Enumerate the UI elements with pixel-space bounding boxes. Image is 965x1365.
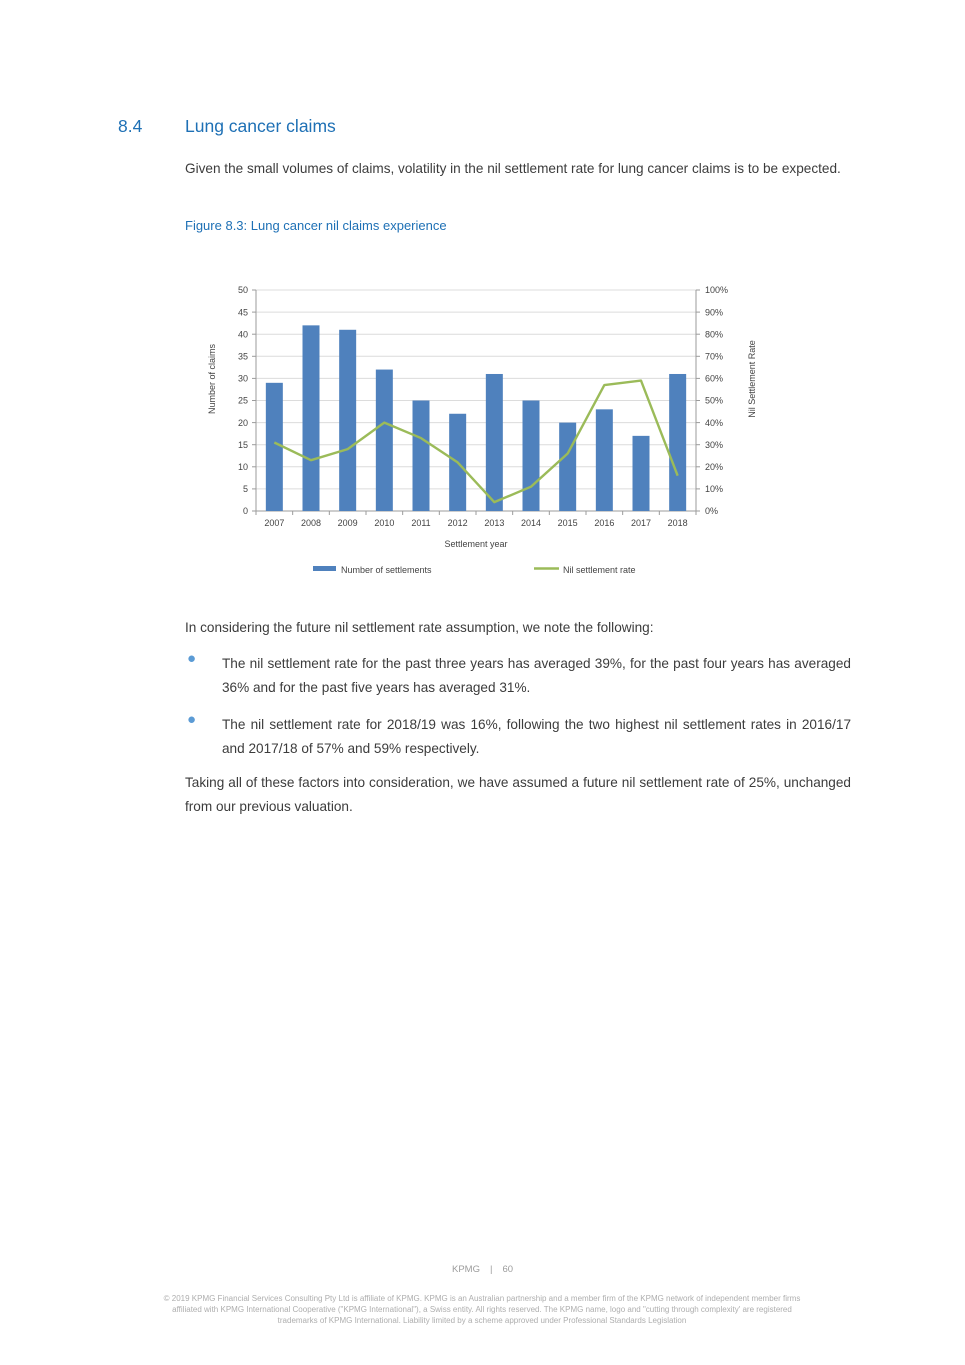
bullet-text: The nil settlement rate for 2018/19 was 16%, following the two highest nil settlement rates in 2016/17 and 2017/18 of 57% and 59% respectively. bbox=[222, 717, 851, 756]
left-axis-tick-label: 45 bbox=[237, 307, 248, 318]
bullet-text: The nil settlement rate for the past three years has averaged 39%, for the past four years has averaged 36% and for the past five years has averaged 31%. bbox=[222, 656, 851, 695]
x-axis-category-label: 2010 bbox=[374, 518, 395, 528]
right-axis-tick-label: 10% bbox=[705, 484, 724, 495]
left-axis-title: Number of claims bbox=[207, 343, 217, 415]
bullet-dot-icon: ● bbox=[187, 650, 197, 667]
left-axis-tick-label: 10 bbox=[237, 462, 248, 472]
section-number: 8.4 bbox=[118, 116, 143, 136]
chart-bar bbox=[596, 409, 613, 511]
x-axis-category-label: 2011 bbox=[411, 518, 431, 528]
right-axis-tick-label: 20% bbox=[705, 462, 724, 472]
x-axis-category-label: 2008 bbox=[300, 518, 322, 528]
x-axis-category-label: 2015 bbox=[557, 518, 578, 528]
left-axis-tick-label: 5 bbox=[242, 484, 248, 495]
intro-paragraph: Given the small volumes of claims, volatility in the nil settlement rate for lung cancer claims is to be expected. bbox=[185, 161, 841, 176]
left-axis-tick-label: 15 bbox=[237, 439, 248, 450]
closing-paragraph: Taking all of these factors into consideration, we have assumed a future nil settlement rate of 25%, unchanged from our previous valuation. bbox=[185, 775, 851, 814]
chart-bar bbox=[486, 374, 503, 511]
chart-bar bbox=[559, 423, 576, 511]
right-axis-tick-label: 100% bbox=[705, 285, 729, 296]
x-axis-category-label: 2017 bbox=[630, 518, 652, 528]
footer-page-number: 60 bbox=[502, 1264, 514, 1275]
left-axis-tick-label: 30 bbox=[237, 373, 248, 384]
bullet-item bbox=[187, 652, 851, 700]
chart-bar bbox=[339, 330, 356, 511]
legal-line: trademarks of KPMG International. Liability limited by a scheme approved under Professional Standards Legislation bbox=[277, 1315, 687, 1325]
x-axis-category-label: 2013 bbox=[484, 518, 505, 528]
legend-line-label: Nil settlement rate bbox=[563, 565, 636, 575]
footer-separator: | bbox=[489, 1264, 493, 1275]
right-axis-title: Nil Settlement Rate bbox=[747, 340, 757, 418]
right-axis-tick-label: 60% bbox=[705, 373, 724, 384]
right-axis-tick-label: 30% bbox=[705, 439, 724, 450]
legal-line: affiliated with KPMG International Cooperative ("KPMG International"), a Swiss entity. All rights reserved. The KPMG name, logo and "cutting through complexity' are registered bbox=[172, 1304, 792, 1314]
figure-caption: Figure 8.3: Lung cancer nil claims experience bbox=[185, 218, 447, 233]
x-axis-category-label: 2009 bbox=[337, 518, 358, 528]
x-axis-category-label: 2018 bbox=[667, 518, 688, 528]
x-axis-category-label: 2016 bbox=[594, 518, 615, 528]
right-axis-tick-label: 70% bbox=[705, 351, 724, 362]
left-axis-tick-label: 50 bbox=[237, 285, 248, 296]
right-axis-tick-label: 80% bbox=[705, 329, 724, 340]
x-axis-category-label: 2007 bbox=[264, 518, 285, 528]
x-axis-category-label: 2014 bbox=[520, 518, 542, 528]
x-axis-title: Settlement year bbox=[444, 539, 508, 549]
bullet-dot-icon: ● bbox=[187, 711, 197, 728]
bullet-item bbox=[187, 713, 851, 761]
chart-line bbox=[274, 381, 677, 503]
note-intro-paragraph: In considering the future nil settlement rate assumption, we note the following: bbox=[185, 620, 654, 635]
page-footer bbox=[0, 1264, 965, 1275]
figure-chart-svg bbox=[198, 281, 778, 593]
left-axis-tick-label: 35 bbox=[237, 351, 248, 362]
footer-brand: KPMG bbox=[451, 1264, 480, 1275]
chart-bar bbox=[303, 325, 320, 511]
left-axis-tick-label: 20 bbox=[237, 417, 248, 428]
legal-disclaimer bbox=[102, 1294, 862, 1326]
right-axis-tick-label: 40% bbox=[705, 417, 724, 428]
chart-bar bbox=[633, 436, 650, 511]
chart-bar bbox=[413, 401, 430, 512]
figure-chart bbox=[198, 281, 778, 593]
right-axis-tick-label: 90% bbox=[705, 307, 724, 318]
left-axis-tick-label: 25 bbox=[237, 395, 248, 406]
right-axis-tick-label: 50% bbox=[705, 395, 724, 406]
legend-bar-label: Number of settlements bbox=[341, 565, 432, 575]
left-axis-tick-label: 0 bbox=[242, 506, 248, 517]
legend-bar-swatch bbox=[313, 566, 336, 571]
chart-bar bbox=[376, 370, 393, 511]
x-axis-category-label: 2012 bbox=[447, 518, 468, 528]
left-axis-tick-label: 40 bbox=[237, 329, 248, 340]
chart-bar bbox=[266, 383, 283, 511]
chart-bar bbox=[523, 401, 540, 512]
right-axis-tick-label: 0% bbox=[705, 506, 719, 517]
chart-bar bbox=[669, 374, 686, 511]
section-title: Lung cancer claims bbox=[185, 116, 336, 136]
legal-line: © 2019 KPMG Financial Services Consulting Pty Ltd is affiliate of KPMG. KPMG is an Australian partnership and a member firm of the KPMG network of independent member firms bbox=[163, 1294, 801, 1303]
